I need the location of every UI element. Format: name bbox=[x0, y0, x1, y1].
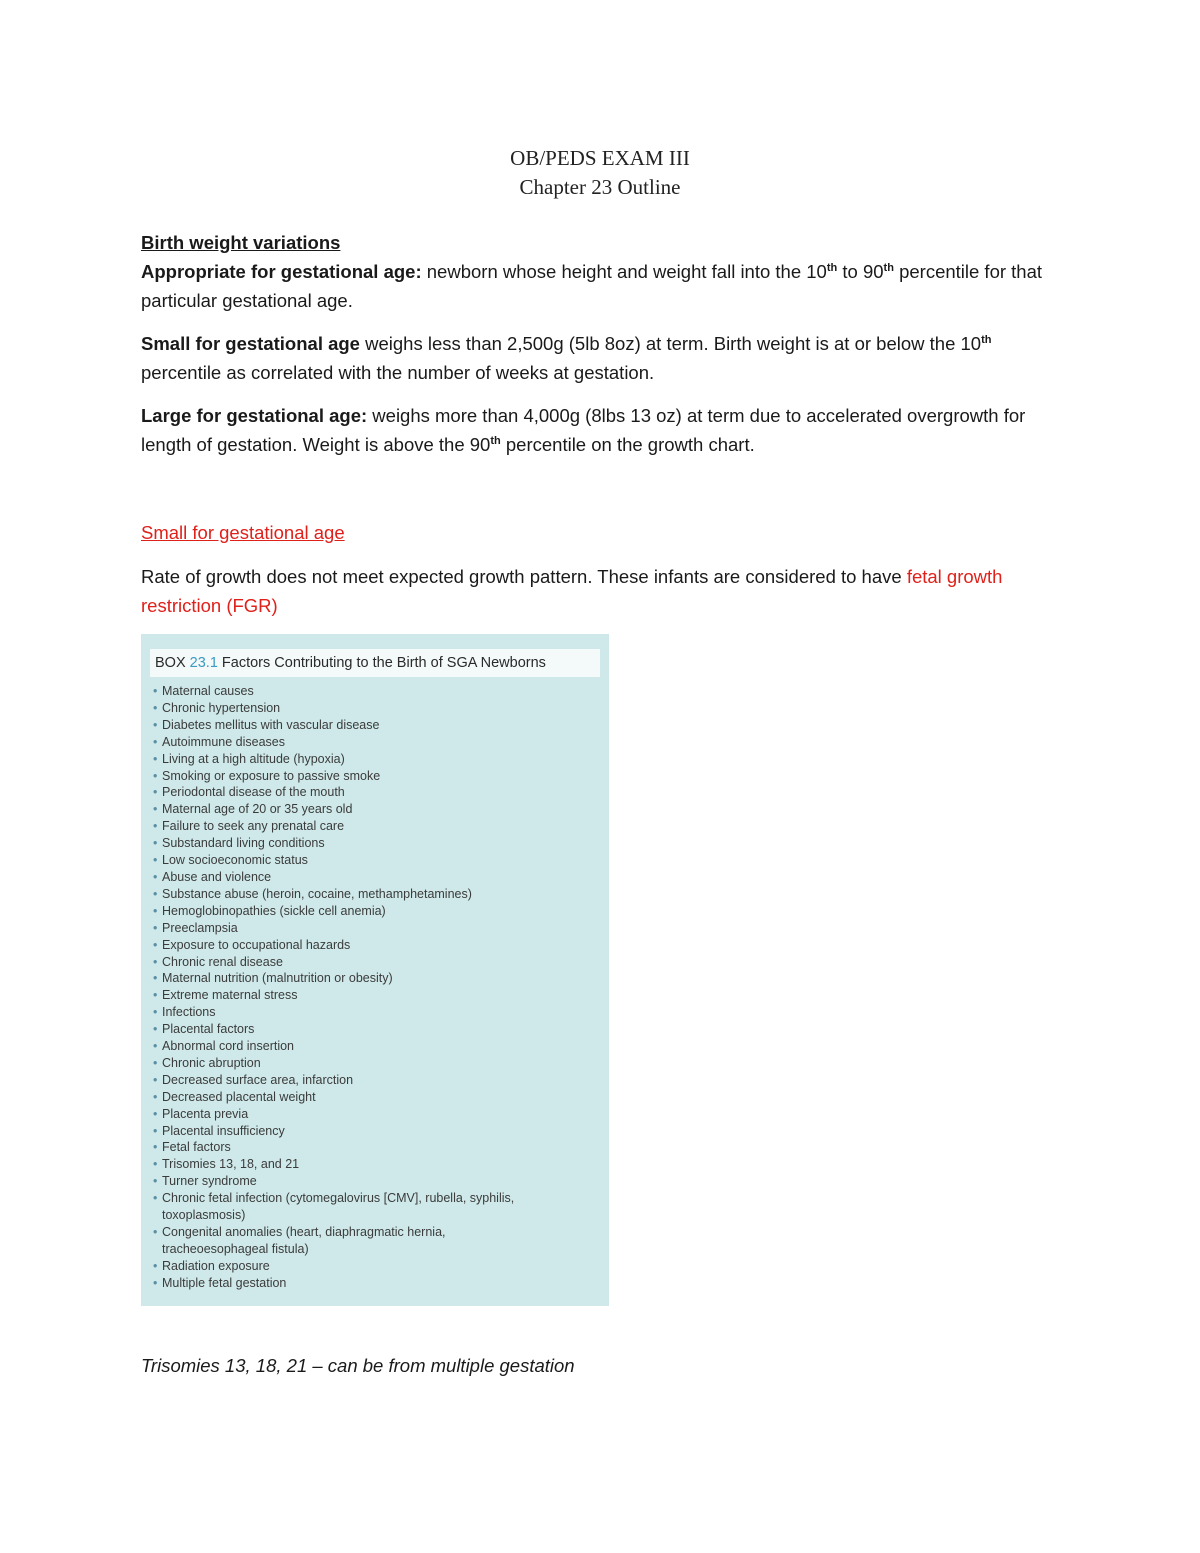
box-factor-item: • Turner syndrome bbox=[151, 1173, 601, 1190]
box-factor-item: • Congenital anomalies (heart, diaphragmatic hernia, tracheoesophageal fistula) bbox=[151, 1224, 601, 1258]
box-factor-item: • Abuse and violence bbox=[151, 869, 601, 886]
box-factor-item: • Chronic hypertension bbox=[151, 700, 601, 717]
box-factor-item: • Living at a high altitude (hypoxia) bbox=[151, 751, 601, 768]
box-factor-item: • Low socioeconomic status bbox=[151, 852, 601, 869]
sga-paragraph bbox=[141, 330, 1061, 387]
aga-text-a: newborn whose height and weight fall into the 10 bbox=[421, 261, 827, 282]
lga-term: Large for gestational age: bbox=[141, 405, 368, 426]
box-factor-item: • Extreme maternal stress bbox=[151, 987, 601, 1004]
aga-sup-a: th bbox=[826, 262, 838, 274]
box-title: Factors Contributing to the Birth of SGA Newborns bbox=[217, 655, 546, 671]
box-factor-item: • Infections bbox=[151, 1004, 601, 1021]
box-factor-item: • Placenta previa bbox=[151, 1106, 601, 1123]
sga-section-text: Rate of growth does not meet expected growth pattern. These infants are considered to have bbox=[141, 566, 907, 587]
sga-text-a: weighs less than 2,500g (5lb 8oz) at term. Birth weight is at or below the 10 bbox=[359, 333, 982, 354]
birth-weight-heading: Birth weight variations bbox=[141, 232, 341, 253]
fgr-highlight: fetal growth restriction (FGR) bbox=[141, 566, 1003, 616]
sga-section-paragraph bbox=[141, 563, 1021, 620]
box-factor-item: • Substance abuse (heroin, cocaine, methamphetamines) bbox=[151, 886, 601, 903]
box-number: 23.1 bbox=[189, 655, 218, 671]
lga-text-a: weighs more than 4,000g (8lbs 13 oz) at term due to accelerated overgrowth for length of gestation. Weight is above the 90 bbox=[141, 405, 1026, 455]
aga-text-c: percentile for that particular gestational age. bbox=[141, 261, 1043, 311]
trisomy-note: Trisomies 13, 18, 21 – can be from multiple gestation bbox=[141, 1355, 575, 1376]
box-factor-item: • Preeclampsia bbox=[151, 920, 601, 937]
box-factor-item: • Fetal factors bbox=[151, 1139, 601, 1156]
box-23-1 bbox=[141, 634, 609, 1306]
box-factor-item: • Trisomies 13, 18, and 21 bbox=[151, 1156, 601, 1173]
box-factor-item: • Substandard living conditions bbox=[151, 835, 601, 852]
document-title: OB/PEDS EXAM III bbox=[510, 146, 690, 170]
box-factor-item: • Smoking or exposure to passive smoke bbox=[151, 768, 601, 785]
lga-paragraph bbox=[141, 402, 1061, 459]
box-factor-item: • Abnormal cord insertion bbox=[151, 1038, 601, 1055]
aga-term: Appropriate for gestational age: bbox=[141, 261, 422, 282]
document-subtitle: Chapter 23 Outline bbox=[519, 175, 681, 199]
aga-paragraph bbox=[141, 258, 1061, 315]
lga-sup-a: th bbox=[490, 434, 501, 447]
box-factor-list bbox=[151, 683, 601, 1292]
box-factor-item: • Decreased surface area, infarction bbox=[151, 1072, 601, 1089]
lga-text-b: percentile on the growth chart. bbox=[500, 433, 755, 455]
aga-sup-b: th bbox=[883, 262, 894, 274]
sga-text-b: percentile as correlated with the number of weeks at gestation. bbox=[141, 361, 655, 383]
box-factor-item: • Maternal age of 20 or 35 years old bbox=[151, 801, 601, 818]
box-factor-item: • Placental factors bbox=[151, 1021, 601, 1038]
box-factor-item: • Radiation exposure bbox=[151, 1258, 601, 1275]
box-factor-item: • Hemoglobinopathies (sickle cell anemia) bbox=[151, 903, 601, 920]
sga-sup-a: th bbox=[981, 334, 992, 346]
box-factor-item: • Exposure to occupational hazards bbox=[151, 937, 601, 954]
box-factor-item: • Maternal nutrition (malnutrition or obesity) bbox=[151, 970, 601, 987]
box-factor-item: • Failure to seek any prenatal care bbox=[151, 818, 601, 835]
box-factor-item: • Diabetes mellitus with vascular disease bbox=[151, 717, 601, 734]
box-factor-item: • Chronic renal disease bbox=[151, 954, 601, 971]
box-factor-item: • Chronic fetal infection (cytomegalovirus [CMV], rubella, syphilis, toxoplasmosis) bbox=[151, 1190, 601, 1224]
box-factor-item: • Autoimmune diseases bbox=[151, 734, 601, 751]
box-prefix: BOX bbox=[155, 655, 190, 671]
aga-text-b: to 90 bbox=[837, 261, 884, 282]
box-factor-item: • Decreased placental weight bbox=[151, 1089, 601, 1106]
box-factor-item: • Periodontal disease of the mouth bbox=[151, 784, 601, 801]
sga-section-heading: Small for gestational age bbox=[141, 522, 345, 543]
box-factor-item: • Multiple fetal gestation bbox=[151, 1275, 601, 1292]
box-header bbox=[150, 649, 600, 677]
sga-term: Small for gestational age bbox=[141, 333, 360, 354]
box-factor-item: • Placental insufficiency bbox=[151, 1123, 601, 1140]
box-factor-item: • Chronic abruption bbox=[151, 1055, 601, 1072]
box-factor-item: • Maternal causes bbox=[151, 683, 601, 700]
